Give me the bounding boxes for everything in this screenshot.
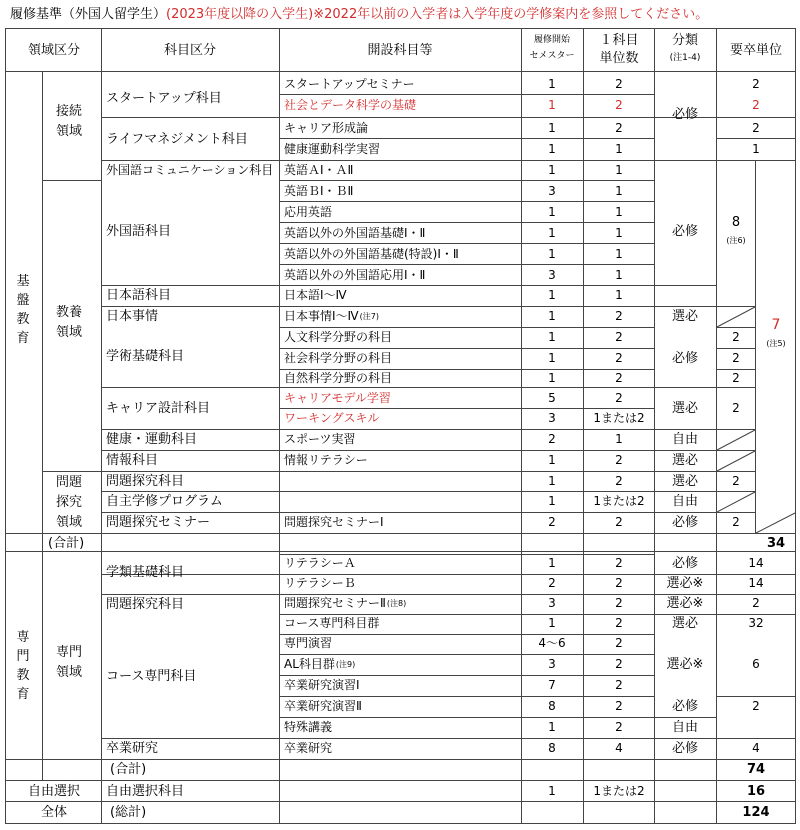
course-name: 問題探究セミナーⅠ (284, 515, 384, 529)
cat-gakurui: 学類基礎科目 (106, 565, 185, 580)
area-mondai: 問題探究領域 (56, 475, 83, 530)
course-credits: 1または2 (593, 784, 645, 798)
header-area: 領域区分 (27, 43, 81, 58)
cat-kenko: 健康・運動科目 (106, 432, 198, 447)
cat-startup: スタートアップ科目 (106, 91, 222, 106)
req-mondai2: 2 (752, 596, 760, 610)
course-start-sem: 1 (548, 77, 556, 91)
course-start-sem: 2 (548, 432, 556, 446)
class-hisshu-3: 必修 (671, 351, 699, 366)
area-senmon: 専門領域 (56, 645, 83, 680)
class-senhitsu-2: 選必 (671, 401, 699, 416)
page-title (10, 4, 800, 26)
cat-nihongo: 日本語科目 (106, 288, 172, 303)
course-name: 自然科学分野の科目 (284, 371, 393, 385)
cat-nihonjijo: 日本事情 (106, 309, 159, 324)
course-start-sem: 1 (548, 616, 556, 630)
course-start-sem: 1 (548, 309, 556, 323)
cat-gaikokugo-comm: 外国語コミュニケーション科目 (106, 163, 274, 177)
title-main: 履修基準（外国人留学生） (10, 7, 167, 22)
course-name: 卒業研究演習Ⅱ (284, 699, 362, 713)
req-data: 2 (752, 98, 760, 112)
course-credits: 2 (615, 474, 623, 488)
course-credits: 1 (615, 142, 623, 156)
header-start-sem-1: 履修開始 (533, 35, 571, 45)
cat-jiyu: 自由選択科目 (106, 784, 185, 799)
course-note: (注9) (335, 660, 356, 669)
course-credits: 1 (615, 163, 623, 177)
course-credits: 1 (615, 226, 623, 240)
cat-gakujutsu: 学術基礎科目 (106, 349, 185, 364)
soukei-label: (総計) (110, 805, 147, 820)
course-name: リテラシーＡ (284, 556, 356, 570)
req-kenko: 1 (752, 142, 760, 156)
course-credits: 2 (615, 678, 623, 692)
cat-mondai: 問題探究科目 (106, 474, 185, 489)
area-senmon-big: 専門教育 (16, 630, 30, 702)
course-start-sem: 1 (548, 247, 556, 261)
course-start-sem: 4～6 (538, 636, 566, 650)
course-credits: 2 (615, 98, 623, 112)
course-start-sem: 2 (548, 515, 556, 529)
course-credits: 1または2 (593, 494, 645, 508)
kiban-total: 34 (766, 536, 786, 551)
course-credits: 2 (615, 556, 623, 570)
course-name: コース専門科目群 (284, 616, 380, 630)
course-name: 英語以外の外国語応用Ⅰ・Ⅱ (284, 268, 426, 282)
course-credits: 2 (615, 515, 623, 529)
req-shakai: 2 (732, 351, 740, 365)
class-jiyu-2: 自由 (671, 494, 699, 509)
course-start-sem: 1 (548, 226, 556, 240)
course-start-sem: 1 (548, 784, 556, 798)
course-name: ワーキングスキル (284, 411, 380, 425)
req-lit-b: 14 (748, 576, 764, 590)
title-note: (2023年度以降の入学生)※2022年以前の入学者は入学年度の学修案内を参照してください。 (166, 7, 709, 22)
course-start-sem: 1 (548, 163, 556, 177)
course-note: (注7) (359, 312, 379, 321)
course-credits: 2 (615, 576, 623, 590)
cat-jishu: 自主学修プログラム (106, 494, 223, 509)
area-setsuzoku: 接続領域 (56, 104, 83, 139)
class-senhitsu-1: 選必 (671, 309, 699, 324)
course-credits: 1 (615, 184, 623, 198)
class-senhitsu-4: 選必 (671, 474, 699, 489)
course-name: 日本事情Ⅰ～Ⅳ (284, 309, 359, 323)
course-credits: 1 (615, 268, 623, 282)
course-credits: 2 (615, 657, 623, 671)
course-start-sem: 3 (548, 268, 556, 282)
cat-joho: 情報科目 (106, 453, 159, 468)
course-name: スタートアップセミナー (284, 77, 415, 91)
course-credits: 1 (615, 205, 623, 219)
course-start-sem: 2 (548, 576, 556, 590)
req-shizen: 2 (732, 371, 740, 385)
jiyu-total: 16 (746, 784, 766, 799)
header-credits-2: 単位数 (599, 51, 639, 66)
course-credits: 2 (615, 453, 623, 467)
class-hisshu-4: 必修 (671, 515, 699, 530)
header-req: 要卒単位 (729, 43, 783, 58)
course-credits: 2 (615, 309, 623, 323)
course-name: キャリア形成論 (284, 121, 369, 135)
course-credits: 4 (615, 741, 623, 755)
req-course-sel: 6 (752, 657, 760, 671)
req-gaikokugo-note: (注6) (726, 236, 746, 245)
course-credits: 1 (615, 432, 623, 446)
course-name: スポーツ実習 (284, 432, 356, 446)
req-course: 32 (748, 616, 764, 630)
course-credits: 1 (615, 247, 623, 261)
senmon-total: 74 (746, 762, 766, 777)
class-hisshu-5: 必修 (671, 556, 699, 571)
class-jiyu-3: 自由 (671, 720, 699, 735)
req-mondai: 2 (732, 474, 740, 488)
course-name: 英語以外の外国語基礎Ⅰ・Ⅱ (284, 226, 426, 240)
course-credits: 1 (615, 288, 623, 302)
course-start-sem: 1 (548, 556, 556, 570)
course-start-sem: 1 (548, 121, 556, 135)
course-start-sem: 1 (548, 288, 556, 302)
course-note: (注8) (386, 599, 407, 608)
req-startup: 2 (752, 77, 760, 91)
course-start-sem: 7 (548, 678, 556, 692)
course-start-sem: 3 (548, 411, 556, 425)
req-kyoyo-total: 7 (771, 317, 781, 333)
course-start-sem: 1 (548, 205, 556, 219)
class-jiyu-1: 自由 (671, 432, 699, 447)
class-hisshu-2: 必修 (671, 224, 699, 239)
course-credits: 2 (615, 77, 623, 91)
course-start-sem: 1 (548, 720, 556, 734)
header-credits-1: １科目 (599, 33, 639, 48)
class-senhitsu-3: 選必 (671, 453, 699, 468)
class-senhitsu-kome-2: 選必※ (666, 596, 704, 611)
course-name: 人文科学分野の科目 (284, 330, 393, 344)
course-start-sem: 1 (548, 453, 556, 467)
course-credits: 2 (615, 699, 623, 713)
course-credits: 2 (615, 596, 623, 610)
course-credits: 2 (615, 351, 623, 365)
course-name: キャリアモデル学習 (284, 391, 391, 405)
course-start-sem: 3 (548, 657, 556, 671)
course-name: 応用英語 (284, 205, 333, 219)
course-start-sem: 1 (548, 98, 556, 112)
header-start-sem-2: セメスター (529, 51, 575, 61)
class-senhitsu-5: 選必 (671, 616, 699, 631)
course-name: 健康運動科学実習 (284, 142, 381, 156)
area-zentai: 全体 (40, 805, 68, 820)
course-credits: 2 (615, 371, 623, 385)
course-start-sem: 1 (548, 494, 556, 508)
course-name: 専門演習 (284, 636, 333, 650)
header-subject-cat: 科目区分 (163, 43, 217, 58)
course-credits: 1または2 (593, 411, 645, 425)
course-credits: 2 (615, 330, 623, 344)
req-jinbun: 2 (732, 330, 740, 344)
header-class-2: (注1-4) (669, 53, 701, 63)
req-career-sekkei: 2 (732, 401, 740, 415)
course-start-sem: 1 (548, 474, 556, 488)
course-start-sem: 5 (548, 391, 556, 405)
all-total: 124 (742, 805, 770, 820)
course-start-sem: 1 (548, 371, 556, 385)
req-gaikokugo: 8 (731, 215, 741, 230)
course-name: 英語ＢⅠ・ＢⅡ (284, 184, 354, 198)
course-name: リテラシーＢ (284, 576, 356, 590)
cat-course: コース専門科目 (106, 669, 197, 684)
course-name: 日本語Ⅰ～Ⅳ (284, 288, 347, 302)
course-start-sem: 8 (548, 699, 556, 713)
course-name: 英語ＡⅠ・ＡⅡ (284, 163, 354, 177)
req-sotsuken: 4 (752, 741, 760, 755)
goukei-label-kiban: (合計) (48, 536, 85, 551)
cat-mondai-sem: 問題探究セミナー (106, 515, 211, 530)
req-career: 2 (752, 121, 760, 135)
area-jiyu: 自由選択 (27, 784, 81, 799)
course-start-sem: 1 (548, 330, 556, 344)
class-senhitsu-kome-1: 選必※ (666, 576, 704, 591)
course-credits: 2 (615, 121, 623, 135)
course-name: AL科目群 (284, 657, 335, 671)
cat-career: キャリア設計科目 (106, 401, 211, 416)
course-name: 特殊講義 (284, 720, 333, 734)
class-hisshu-6: 必修 (671, 699, 699, 714)
course-name: 卒業研究 (284, 741, 333, 755)
class-senhitsu-kome-3: 選必※ (666, 657, 704, 672)
class-hisshu-1: 必修 (671, 107, 699, 122)
header-class-1: 分類 (671, 33, 699, 48)
course-name: 問題探究セミナーⅡ (284, 596, 386, 610)
course-name: 英語以外の外国語基礎(特設)Ⅰ・Ⅱ (284, 247, 459, 261)
course-credits: 2 (615, 391, 623, 405)
class-hisshu-7: 必修 (671, 741, 699, 756)
course-start-sem: 1 (548, 351, 556, 365)
course-credits: 2 (615, 720, 623, 734)
cat-sotsugyo: 卒業研究 (106, 741, 159, 756)
course-name: 社会とデータ科学の基礎 (284, 98, 417, 112)
cat-mondai2: 問題探究科目 (106, 597, 185, 612)
course-start-sem: 8 (548, 741, 556, 755)
area-kiban: 基盤教育 (16, 274, 30, 346)
header-courses: 開設科目等 (367, 43, 433, 58)
cat-gaikokugo: 外国語科目 (106, 224, 172, 239)
course-start-sem: 3 (548, 596, 556, 610)
req-sotsuken-en: 2 (752, 699, 760, 713)
req-lit-a: 14 (748, 556, 764, 570)
course-name: 卒業研究演習Ⅰ (284, 678, 360, 692)
course-start-sem: 3 (548, 184, 556, 198)
area-kyoyo: 教養領域 (56, 305, 83, 340)
course-name: 情報リテラシー (284, 453, 368, 467)
course-credits: 2 (615, 636, 623, 650)
course-start-sem: 1 (548, 142, 556, 156)
cat-life: ライフマネジメント科目 (106, 132, 248, 147)
goukei-label-senmon: (合計) (110, 762, 147, 777)
req-kyoyo-note: (注5) (766, 339, 786, 348)
course-credits: 2 (615, 616, 623, 630)
course-name: 社会科学分野の科目 (284, 351, 393, 365)
req-mondai-sem: 2 (732, 515, 740, 529)
